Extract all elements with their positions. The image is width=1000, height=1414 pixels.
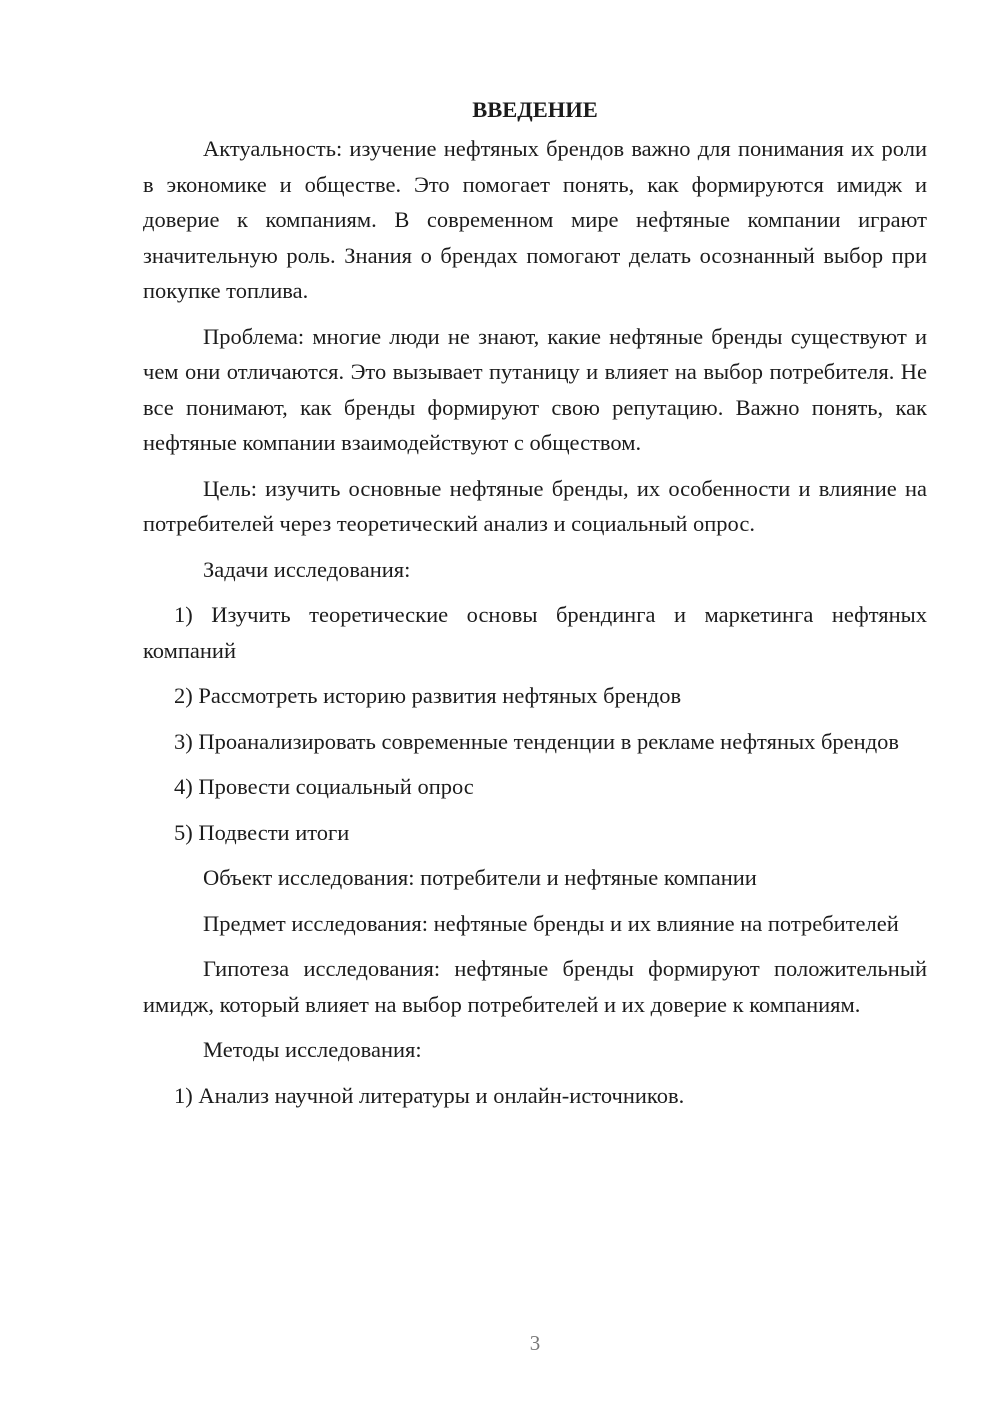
task-item: 2) Рассмотреть историю развития нефтяных брендов <box>174 683 682 708</box>
research-hypothesis: Гипотеза исследования: нефтяные бренды формируют положительный имидж, который влияет на выбор потребителей и их доверие к компаниям. <box>143 956 927 1017</box>
tasks-heading: Задачи исследования: <box>203 556 411 582</box>
task-item: 5) Подвести итоги <box>174 819 350 845</box>
paragraph-goal: Цель: изучить основные нефтяные бренды, их особенности и влияние на потребителей через теоретический анализ и социальный опрос. <box>143 475 927 536</box>
paragraph-problem: Проблема: многие люди не знают, какие нефтяные бренды существуют и чем они отличаются. Это вызывает путаницу и влияет на выбор потребителя. Не все понимают, как бренды формируют свою репутацию. Важно понять, как нефтяные компании взаимодействуют с обществом. <box>143 323 927 455</box>
research-object: Объект исследования: потребители и нефтяные компании <box>203 865 757 890</box>
section-title: ВВЕДЕНИЕ <box>472 97 598 122</box>
task-item: 3) Проанализировать современные тенденции в рекламе нефтяных брендов <box>174 728 900 754</box>
research-subject: Предмет исследования: нефтяные бренды и их влияние на потребителей <box>203 910 899 936</box>
paragraph-relevance: Актуальность: изучение нефтяных брендов важно для понимания их роли в экономике и обществе. Это помогает понять, как формируются имидж и доверие к компаниям. В современном мире нефтяные компании играют значительную роль. Знания о брендах помогают делать осознанный выбор при покупке топлива. <box>143 136 927 303</box>
method-item: 1) Анализ научной литературы и онлайн-источников. <box>174 1082 685 1108</box>
task-item: 1) Изучить теоретические основы брендинга и маркетинга нефтяных компаний <box>143 602 927 663</box>
page-content <box>143 92 927 1123</box>
page-number: 3 <box>529 1331 541 1355</box>
task-item: 4) Провести социальный опрос <box>174 774 474 799</box>
methods-heading: Методы исследования: <box>203 1037 422 1062</box>
